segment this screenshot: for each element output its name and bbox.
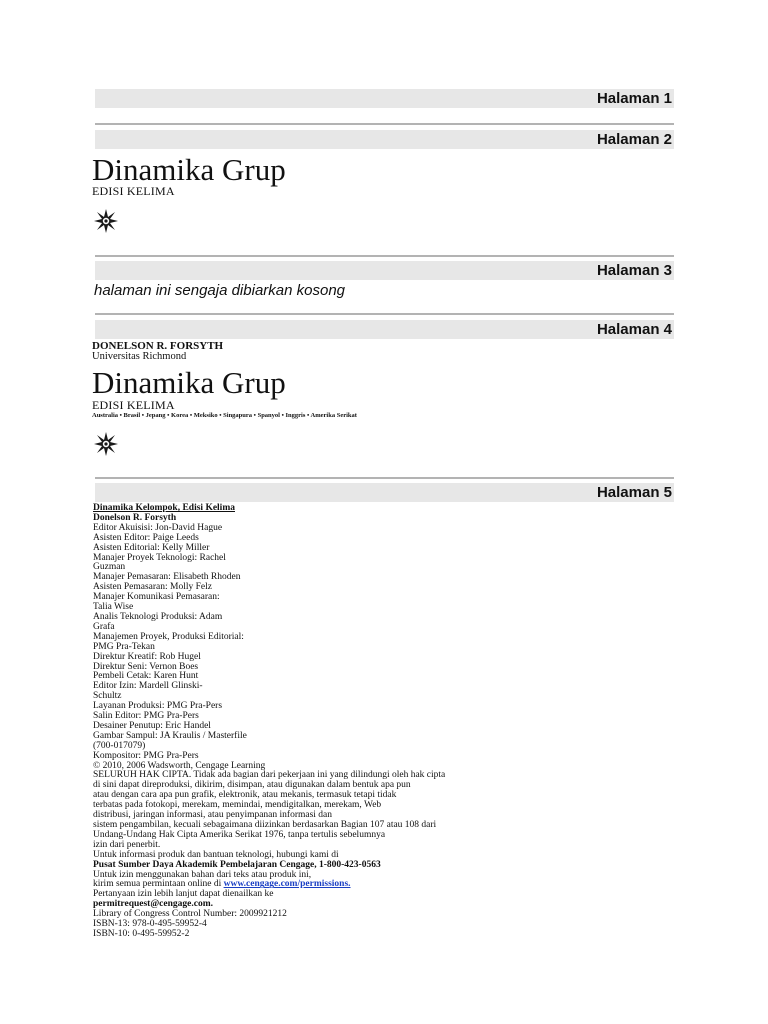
credit-line: Schultz <box>93 691 122 702</box>
credit-line: Editor Izin: Mardell Glinski- <box>93 681 203 692</box>
rights-text: sistem pengambilan, kecuali sebagaimana diizinkan berdasarkan Bagian 107 atau 108 dari <box>93 820 437 830</box>
credit-line: Pembeli Cetak: Karen Hunt <box>93 671 199 682</box>
permission-prefix: kirim semua permintaan online di <box>93 879 222 890</box>
credit-line: Analis Teknologi Produksi: Adam <box>93 611 223 622</box>
page-header-2 <box>95 130 674 149</box>
credit-line: Editor Akuisisi: Jon-David Hague <box>93 522 223 533</box>
rights-text: di sini dapat direproduksi, dikirim, disimpan, atau digunakan dalam bentuk apa pun <box>93 780 411 791</box>
credit-line: Manajemen Proyek, Produksi Editorial: <box>93 631 244 642</box>
credit-line: Direktur Seni: Vernon Boes <box>93 661 199 672</box>
page-header-1 <box>95 89 674 108</box>
credit-line: Kompositor: PMG Pra-Pers <box>93 750 199 761</box>
permissions-link[interactable]: www.cengage.com/permissions. <box>223 879 351 890</box>
book-title: Dinamika Grup <box>92 365 286 400</box>
page-header-4 <box>95 320 674 339</box>
credit-line: Salin Editor: PMG Pra-Pers <box>93 711 199 722</box>
page-label: Halaman 1 <box>596 90 672 107</box>
page-divider <box>95 313 674 315</box>
credit-line: Talia Wise <box>93 602 134 613</box>
edition-label: EDISI KELIMA <box>92 398 175 412</box>
book-title: Dinamika Grup <box>92 152 286 187</box>
page-divider <box>95 123 674 125</box>
publisher-star-logo-icon <box>94 209 118 233</box>
page-label: Halaman 2 <box>596 131 672 148</box>
blank-page-note: halaman ini sengaja dibiarkan kosong <box>94 282 346 299</box>
rights-text: SELURUH HAK CIPTA. Tidak ada bagian dari pekerjaan ini yang dilindungi oleh hak cipta <box>93 770 446 781</box>
page-header-5 <box>95 483 674 502</box>
isbn13-line: ISBN-13: 978-0-495-59952-4 <box>93 919 207 930</box>
permission-text: Pertanyaan izin lebih lanjut dapat dienailkan ke <box>93 889 274 900</box>
credit-line: Direktur Kreatif: Rob Hugel <box>93 651 201 662</box>
credits-author: Donelson R. Forsyth <box>93 512 177 523</box>
credit-line: Asisten Editor: Paige Leeds <box>93 532 199 543</box>
credit-line: (700-017079) <box>93 740 146 751</box>
copyright-credits <box>93 504 523 940</box>
permission-email[interactable]: permitrequest@cengage.com. <box>93 899 213 910</box>
rights-text: Undang-Undang Hak Cipta Amerika Serikat 1976, tanpa tertulis sebelumnya <box>93 829 386 840</box>
rights-text: izin dari penerbit. <box>93 839 161 850</box>
credits-book-title: Dinamika Kelompok, Edisi Kelima <box>93 503 235 513</box>
edition-label: EDISI KELIMA <box>92 184 175 198</box>
page-divider <box>95 255 674 257</box>
author-name: DONELSON R. FORSYTH <box>92 340 224 352</box>
credit-line: Desainer Penutup: Eric Handel <box>93 720 211 731</box>
permission-text: Untuk izin menggunakan bahan dari teks atau produk ini, <box>93 869 312 880</box>
copyright-line: © 2010, 2006 Wadsworth, Cengage Learning <box>93 760 266 771</box>
credit-line: Manajer Pemasaran: Elisabeth Rhoden <box>93 572 241 583</box>
credit-line: Grafa <box>93 621 115 632</box>
support-intro: Untuk informasi produk dan bantuan teknologi, hubungi kami di <box>93 849 339 860</box>
page-divider <box>95 477 674 479</box>
credit-line: Layanan Produksi: PMG Pra-Pers <box>93 701 223 712</box>
credit-line: Gambar Sampul: JA Kraulis / Masterfile <box>93 730 247 741</box>
lccn-line: Library of Congress Control Number: 2009921212 <box>93 909 287 920</box>
page-label: Halaman 3 <box>596 262 672 279</box>
credit-line: Manajer Komunikasi Pemasaran: <box>93 592 220 603</box>
rights-text: terbatas pada fotokopi, merekam, memindai, mendigitalkan, merekam, Web <box>93 800 382 811</box>
page-label: Halaman 4 <box>596 321 672 338</box>
rights-text: atau dengan cara apa pun grafik, elektronik, atau mekanis, termasuk tetapi tidak <box>93 790 397 801</box>
page-label: Halaman 5 <box>596 484 672 501</box>
credit-line: Asisten Editorial: Kelly Miller <box>93 542 210 553</box>
credit-line: Manajer Proyek Teknologi: Rachel <box>93 552 226 563</box>
isbn10-line: ISBN-10: 0-495-59952-2 <box>93 928 190 939</box>
rights-text: distribusi, jaringan informasi, atau penyimpanan informasi dan <box>93 810 333 821</box>
page-header-3 <box>95 261 674 280</box>
publisher-star-logo-icon <box>94 432 118 456</box>
publisher-cities: Australia • Brasil • Jepang • Korea • Meksiko • Singapura • Spanyol • Inggris • Amerika Serikat <box>92 412 357 419</box>
author-affiliation: Universitas Richmond <box>92 351 187 362</box>
credit-line: Guzman <box>93 562 126 573</box>
credit-line: Asisten Pemasaran: Molly Felz <box>93 582 212 593</box>
support-contact: Pusat Sumber Daya Akademik Pembelajaran Cengage, 1-800-423-0563 <box>93 859 381 870</box>
credit-line: PMG Pra-Tekan <box>93 641 155 652</box>
